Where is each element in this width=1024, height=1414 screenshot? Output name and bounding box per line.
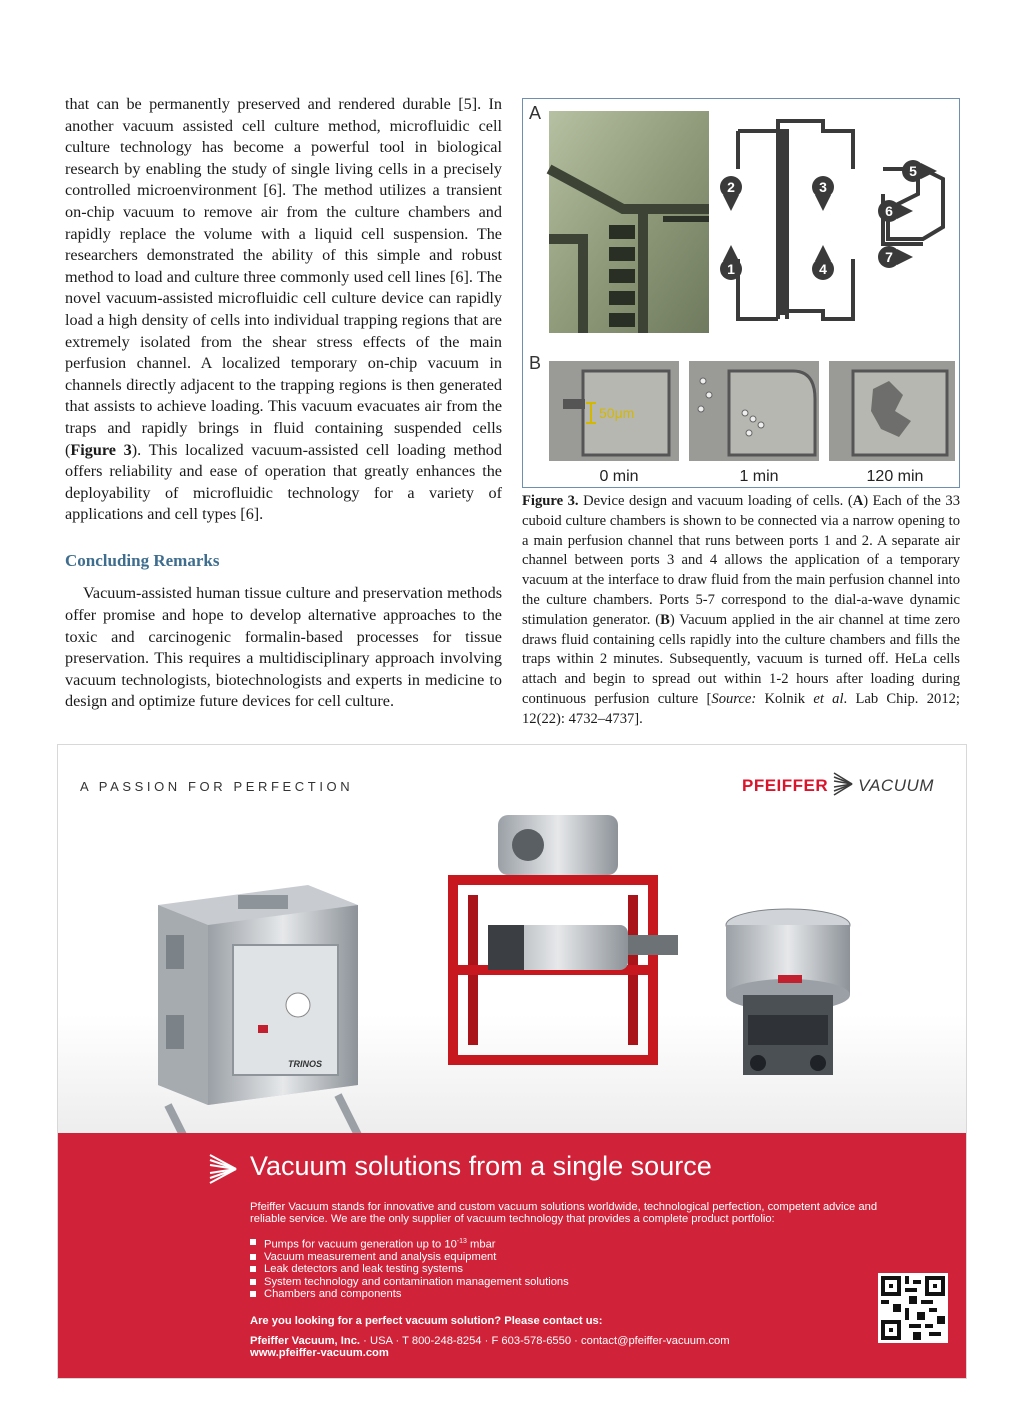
caption-label-a: A bbox=[852, 493, 864, 509]
port-label-2: 2 bbox=[727, 179, 735, 195]
panel-b-frame-120min bbox=[829, 361, 955, 461]
figure-reference: Figure 3 bbox=[70, 440, 132, 459]
section-heading: Concluding Remarks bbox=[65, 550, 220, 570]
caption-label-b: B bbox=[660, 611, 670, 628]
ad-bullet-1-prefix: Pumps for vacuum generation up to 10 bbox=[264, 1238, 457, 1251]
panel-a-schematic bbox=[738, 121, 943, 319]
microchannel-array bbox=[780, 129, 785, 315]
panel-a-photo bbox=[549, 111, 709, 333]
pfeiffer-logo bbox=[742, 771, 934, 797]
ad-headline: Vacuum solutions from a single source bbox=[250, 1151, 712, 1181]
port-label-4: 4 bbox=[819, 261, 827, 277]
caption-source-word: Source: bbox=[711, 690, 757, 707]
ad-bullet-1-exponent: -13 bbox=[456, 1237, 467, 1245]
panel-b-frame-1min bbox=[689, 361, 819, 461]
caption-et-al: et al bbox=[813, 690, 844, 707]
turbo-pump-product bbox=[726, 909, 850, 1075]
ad-contact bbox=[250, 1335, 890, 1347]
figure-3-graphic bbox=[523, 99, 958, 486]
logo-mark-icon bbox=[832, 771, 854, 797]
intro-text-end: ). This localized vacuum-assisted cell loading method offers reliability and ease of operation that greatly enhances the deployability of microfluidic technology for a variety of applications and cell types [6]. bbox=[65, 440, 502, 524]
time-label-1: 1 min bbox=[739, 468, 779, 485]
ad-bullet: Leak detectors and leak testing systems bbox=[250, 1263, 890, 1275]
ad-bullet-1-suffix: mbar bbox=[466, 1238, 496, 1251]
ad-company: Pfeiffer Vacuum, Inc. bbox=[250, 1334, 361, 1347]
port-label-6: 6 bbox=[885, 203, 893, 219]
panel-b-label: B bbox=[529, 353, 542, 373]
article-left-column bbox=[65, 94, 502, 713]
scale-bar-label: 50μm bbox=[599, 405, 635, 421]
ad-bullet-list bbox=[250, 1236, 890, 1301]
article-paragraph-intro bbox=[65, 94, 502, 526]
figure-3 bbox=[522, 98, 960, 488]
port-label-3: 3 bbox=[819, 179, 827, 195]
chamber-label: TRINOS bbox=[288, 1059, 323, 1069]
pfeiffer-mark-icon bbox=[208, 1153, 238, 1185]
ad-intro: Pfeiffer Vacuum stands for innovative and custom vacuum solutions worldwide, technological perfection, competent advice and reliable service. We are the only supplier of vacuum technology that provides a complete product portfolio: bbox=[250, 1201, 878, 1226]
time-label-2: 120 min bbox=[866, 468, 924, 485]
ad-bullet bbox=[250, 1236, 890, 1251]
caption-figure-label: Figure 3. bbox=[522, 493, 579, 509]
qr-code-graphic bbox=[881, 1276, 945, 1340]
caption-text-3: ) Vacuum applied in the air channel at time zero draws fluid containing cells rapidly into the culture chambers and fills the traps within 2 minutes. Subsequently, vacuum is turned off. HeLa cells attach and begin to spread out within 1-2 hours after loading during continuous perfusion culture [ bbox=[522, 611, 960, 707]
ad-contact-details[interactable]: · USA · T 800-248-8254 · F 603-578-6550 · contact@pfeiffer-vacuum.com bbox=[360, 1334, 730, 1347]
caption-text-5: . Lab Chip. 2012; 12(22): 4732–4737]. bbox=[522, 690, 960, 727]
caption-text-1: Device design and vacuum loading of cells. ( bbox=[578, 493, 853, 509]
ad-bullet: Vacuum measurement and analysis equipment bbox=[250, 1251, 890, 1263]
pfeiffer-advertisement[interactable] bbox=[57, 744, 967, 1379]
logo-brand-secondary: VACUUM bbox=[858, 776, 934, 795]
qr-code-icon[interactable] bbox=[878, 1273, 948, 1343]
figure-caption bbox=[522, 492, 960, 730]
caption-text-4: Kolnik bbox=[756, 690, 814, 707]
caption-text-2: ) Each of the 33 cuboid culture chambers is shown to be connected via a narrow opening to a main perfusion channel that runs between ports 1 and 2. A separate air channel between ports 3 and 4 allows the application of a temporary vacuum at the interface to draw fluid from the main perfusion channel into the culture chambers. Ports 5-7 correspond to the dial-a-wave dynamic stimulation generator. ( bbox=[522, 493, 960, 628]
ad-website-link[interactable]: www.pfeiffer-vacuum.com bbox=[250, 1347, 389, 1360]
port-label-7: 7 bbox=[885, 249, 893, 265]
port-label-1: 1 bbox=[727, 261, 735, 277]
logo-brand-primary: PFEIFFER bbox=[742, 776, 829, 795]
panel-a-label: A bbox=[529, 103, 542, 123]
intro-text: that can be permanently preserved and rendered durable [5]. In another vacuum assisted cell culture method, microfluidic cell culture technology has become a powerful tool in biological research by enabling the study of single living cells in a precisely controlled microenvironment [6]. The method utilizes a transient on-chip vacuum to remove air from the culture chambers and rapidly replace the volume with a liquid cell suspension. The researchers demonstrated the ability of this simple and robust method to load and culture three commonly used cell lines [6]. The novel vacuum-assisted microfluidic cell culture device can rapidly load a high density of cells into individual trapping regions that are extremely isolated from the shear stress effects of the main perfusion channel. A localized temporary on-chip vacuum in channels directly adjacent to the trapping regions is then generated that assists to achieve loading. This vacuum evacuates air from the traps and rapidly brings in fluid containing suspended cells ( bbox=[65, 95, 502, 459]
ad-body bbox=[250, 1201, 890, 1360]
pump-label: COMBI bbox=[498, 884, 525, 893]
port-label-5: 5 bbox=[909, 163, 917, 179]
article-paragraph-conclusion: Vacuum-assisted human tissue culture and preservation methods offer promise and hope to develop alternative approaches to the toxic and carcinogenic formalin-based processes for tissue preservation. This requires a multidisciplinary approach involving vacuum technologists, biotechnologists and experts in medicine to design and optimize future devices for cell culture. bbox=[65, 584, 502, 711]
ad-bullet: Chambers and components bbox=[250, 1288, 890, 1300]
ad-call-to-action: Are you looking for a perfect vacuum solution? Please contact us: bbox=[250, 1314, 603, 1327]
ad-tagline: A PASSION FOR PERFECTION bbox=[80, 779, 354, 794]
ad-red-band bbox=[58, 1133, 966, 1379]
ad-product-photos bbox=[58, 815, 966, 1135]
port-markers bbox=[720, 160, 937, 280]
ad-bullet: System technology and contamination management solutions bbox=[250, 1276, 890, 1288]
time-label-0: 0 min bbox=[599, 468, 639, 485]
